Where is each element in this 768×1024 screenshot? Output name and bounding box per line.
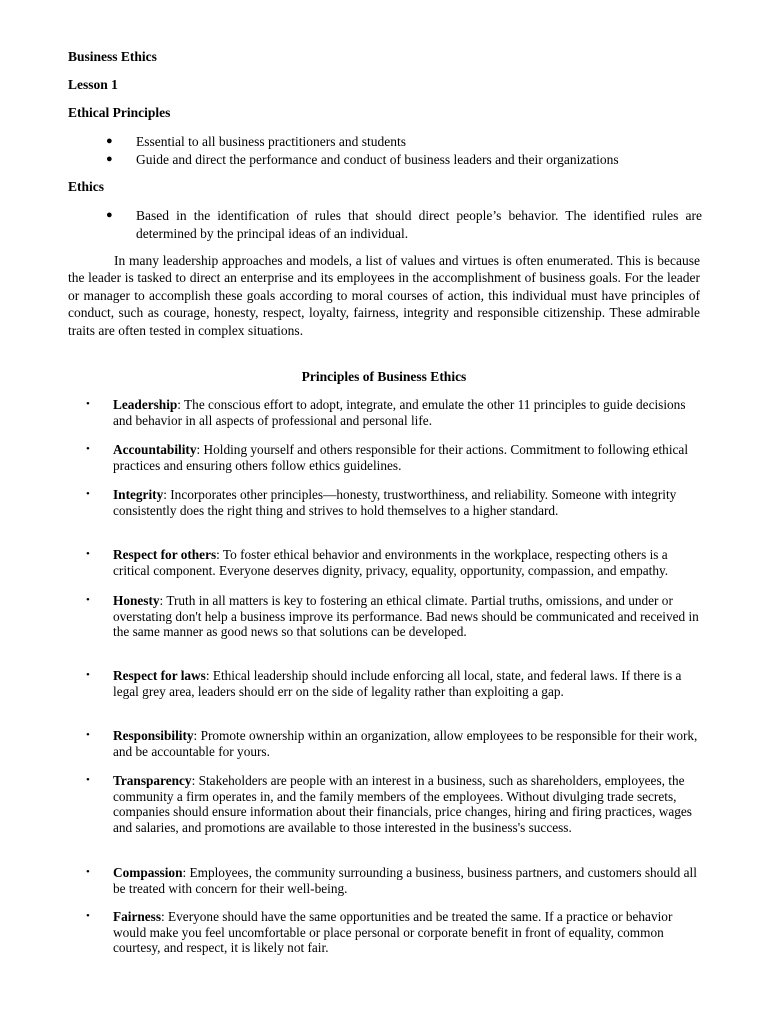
bullet-icon: •	[86, 443, 90, 455]
principle-item: • Fairness: Everyone should have the same opportunities and be treated the same. If a practice or behavior would make you feel uncomfortable or place personal or corporate benefit in front of equality, common courtesy, and respect, it is likely not fair.	[86, 909, 673, 956]
list-item: ● Essential to all business practitioners and students	[106, 134, 406, 149]
bullet-icon: ●	[106, 135, 113, 147]
bullet-icon: •	[86, 594, 90, 606]
bullet-icon: •	[86, 910, 90, 922]
bullet-icon: •	[86, 669, 90, 681]
principle-item: • Compassion: Employees, the community surrounding a business, business partners, and customers should all be treated with concern for their well-being.	[86, 865, 697, 896]
bullet-icon: •	[86, 398, 90, 410]
principle-item: • Honesty: Truth in all matters is key to fostering an ethical climate. Partial truths, omissions, and under or overstating don't help a business improve its performance. Bad news should be communicated and received in the same manner as good news so that solutions can be developed.	[86, 593, 699, 640]
bullet-icon: •	[86, 488, 90, 500]
principle-item: • Respect for laws: Ethical leadership should include enforcing all local, state, and federal laws. If there is a legal grey area, leaders should err on the side of legality rather than exploiting a gap.	[86, 668, 682, 699]
principle-item: • Leadership: The conscious effort to adopt, integrate, and emulate the other 11 principles to guide decisions and behavior in all aspects of professional and personal life.	[86, 397, 686, 428]
lesson-label: Lesson 1	[68, 77, 118, 92]
bullet-icon: •	[86, 866, 90, 878]
principle-item: • Transparency: Stakeholders are people with an interest in a business, such as shareholders, employees, the community a firm operates in, and the family members of the employees. Without divulging trade secrets, companies should ensure information about their financials, price changes, hiring and firing practices, wages and salaries, and promotions are available to those interested in the business's success.	[86, 773, 692, 835]
principle-item: • Respect for others: To foster ethical behavior and environments in the workplace, respecting others is a critical component. Everyone deserves dignity, privacy, equality, opportunity, compassion, and empathy.	[86, 547, 669, 578]
principle-item: • Responsibility: Promote ownership within an organization, allow employees to be responsible for their work, and be accountable for yours.	[86, 728, 698, 759]
bullet-icon: ●	[106, 153, 113, 165]
list-item: ● Based in the identification of rules that should direct people’s behavior. The identified rules are determined by the principal ideas of an individual.	[106, 208, 702, 241]
principles-title: Principles of Business Ethics	[301, 369, 467, 384]
document-title: Business Ethics	[68, 49, 157, 64]
ethical-principles-heading: Ethical Principles	[68, 105, 171, 120]
ethics-heading: Ethics	[68, 179, 105, 194]
bullet-icon: •	[86, 729, 90, 741]
list-item: ● Guide and direct the performance and conduct of business leaders and their organizations	[106, 152, 619, 167]
bullet-icon: ●	[106, 209, 113, 221]
principle-item: • Integrity: Incorporates other principles—honesty, trustworthiness, and reliability. Someone with integrity consistently does the right thing and strives to hold themselves to a higher standard.	[86, 487, 677, 518]
bullet-icon: •	[86, 774, 90, 786]
principle-item: • Accountability: Holding yourself and others responsible for their actions. Commitment to following ethical practices and ensuring others follow ethics guidelines.	[86, 442, 689, 473]
body-paragraph: In many leadership approaches and models, a list of values and virtues is often enumerated. This is because the leader is tasked to direct an enterprise and its employees in the accomplishment of business goals. For the leader or manager to accomplish these goals according to moral courses of action, this individual must have principles of conduct, such as courage, honesty, respect, loyalty, fairness, integrity and responsible citizenship. These admirable traits are often tested in complex situations.	[68, 253, 700, 338]
bullet-icon: •	[86, 548, 90, 560]
